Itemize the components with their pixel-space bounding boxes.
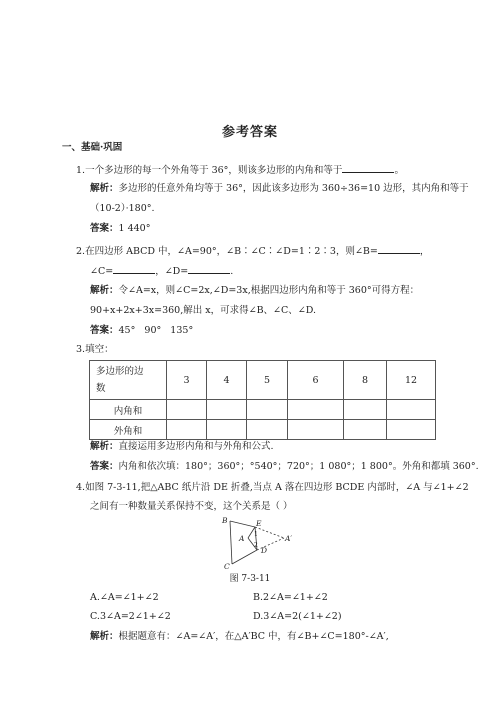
table-cell-empty: [387, 400, 436, 420]
segment-be: [230, 521, 255, 527]
polygon-angle-table: [89, 360, 436, 440]
table-cell-sides: 3: [167, 361, 207, 400]
table-cell-empty: [247, 420, 288, 440]
q2-question-line2: [90, 263, 233, 278]
table-cell-sides: 6: [288, 361, 344, 400]
label-e: E: [256, 519, 262, 528]
q2-d-blank: [188, 263, 230, 274]
q1-explanation-line2: （10-2）·180°.: [90, 203, 155, 214]
q1-answer-text: 1 440°: [118, 223, 151, 234]
q2-line1-end: ，: [419, 246, 430, 257]
q2-answer: [90, 324, 193, 337]
label-angle-2: 2: [254, 542, 258, 549]
label-a: A: [239, 534, 245, 543]
q3-answer-label: 答案：: [90, 461, 119, 472]
q4-explain-text: 根据题意有：∠A=∠A′，在△A′BC 中，有∠B+∠C=180°-∠A′,: [118, 631, 389, 642]
table-cell-empty: [288, 400, 344, 420]
table-header-cell: [90, 361, 167, 400]
segment-cd: [232, 550, 257, 564]
q3-answer-text: 内角和依次填：180°；360°；°540°；720°；1 080°；1 800°。外角和都填 360°.: [118, 461, 479, 472]
table-row: [90, 361, 436, 400]
q2-explanation-line1: [90, 284, 419, 297]
table-cell-empty: [167, 420, 207, 440]
q3-explanation: [90, 440, 274, 453]
table-cell-sides: 8: [344, 361, 387, 400]
table-cell-empty: [344, 400, 387, 420]
section-heading: 一、基础·巩固: [62, 142, 123, 153]
label-c: C: [224, 562, 230, 570]
q2-answer-text: 45° 90° 135°: [118, 325, 194, 336]
table-header-line2: 数: [96, 383, 106, 394]
q4-option-a: A.∠A=∠1+∠2: [90, 592, 159, 603]
label-d: D: [261, 546, 268, 555]
table-cell-empty: [207, 420, 247, 440]
table-cell-sides: 5: [247, 361, 288, 400]
q2-question-text: 2.在四边形 ABCD 中，∠A=90°，∠B∶∠C∶∠D=1∶2∶3，则∠B=: [76, 246, 378, 257]
segment-bc: [230, 521, 232, 564]
q1-explain-label: 解析：: [90, 183, 119, 194]
triangle-fold-figure: [218, 514, 308, 570]
label-b: B: [222, 516, 228, 525]
q3-answer: [90, 460, 479, 473]
q4-option-b: B.2∠A=∠1+∠2: [253, 592, 328, 603]
q1-question-text: 1.一个多边形的每一个外角等于 36°，则该多边形的内角和等于: [76, 165, 343, 176]
table-cell-empty: [167, 400, 207, 420]
table-header-line1: 多边形的边: [96, 366, 144, 377]
table-cell-empty: [387, 420, 436, 440]
q4-option-c: C.3∠A=2∠1+∠2: [90, 611, 171, 622]
q4-explanation: [90, 630, 389, 643]
q2-explain-text: 令∠A=x，则∠C=2x,∠D=3x,根据四边形内角和等于 360°可得方程：: [118, 285, 420, 296]
q1-answer: [90, 222, 150, 235]
dashed-e-aprime: [255, 527, 284, 538]
table-row: [90, 400, 436, 420]
q1-answer-blank: [342, 162, 394, 173]
q3-question: 3.填空：: [76, 344, 114, 355]
q1-question-end: 。: [394, 165, 404, 176]
q2-b-blank: [378, 243, 420, 254]
table-cell-empty: [247, 400, 288, 420]
page-title: 参考答案: [221, 125, 278, 140]
q4-explain-label: 解析：: [90, 631, 119, 642]
q3-explain-text: 直接运用多边形内角和与外角和公式.: [118, 441, 274, 452]
q2-c-label: ∠C=: [90, 266, 114, 277]
table-cell-sides: 12: [387, 361, 436, 400]
q2-d-label: ∠D=: [164, 266, 189, 277]
q2-explain-label: 解析：: [90, 285, 119, 296]
table-row-label: 外角和: [90, 420, 167, 440]
q1-explanation-line1: [90, 182, 469, 195]
q2-explanation-line2: 90+x+2x+3x=360,解出 x，可求得∠B、∠C、∠D.: [90, 305, 317, 316]
q4-option-d: D.3∠A=2(∠1+∠2): [253, 611, 342, 622]
q1-question: [76, 162, 404, 177]
q4-question-line1: 4.如图 7-3-11,把△ABC 纸片沿 DE 折叠,当点 A 落在四边形 BCDE 内部时，∠A 与∠1+∠2: [76, 482, 469, 493]
table-row-label: 内角和: [90, 400, 167, 420]
table-cell-empty: [207, 400, 247, 420]
q2-question-line1: [76, 243, 429, 258]
table-cell-empty: [288, 420, 344, 440]
q4-question-line2: 之间有一种数量关系保持不变，这个关系是（ ）: [90, 501, 293, 512]
figure-caption: 图 7-3-11: [229, 574, 271, 584]
table-cell-sides: 4: [207, 361, 247, 400]
q2-answer-label: 答案：: [90, 325, 119, 336]
table-cell-empty: [344, 420, 387, 440]
q2-c-blank: [113, 263, 155, 274]
q3-explain-label: 解析：: [90, 441, 119, 452]
q2-end: .: [230, 266, 234, 277]
label-a-prime: A′: [285, 534, 293, 543]
label-angle-1: 1: [254, 531, 258, 538]
q2-sep: ，: [155, 266, 165, 277]
table-row: [90, 420, 436, 440]
q1-explain-text: 多边形的任意外角均等于 36°，因此该多边形为 360÷36=10 边形，其内角和等于: [118, 183, 469, 194]
q1-answer-label: 答案：: [90, 223, 119, 234]
